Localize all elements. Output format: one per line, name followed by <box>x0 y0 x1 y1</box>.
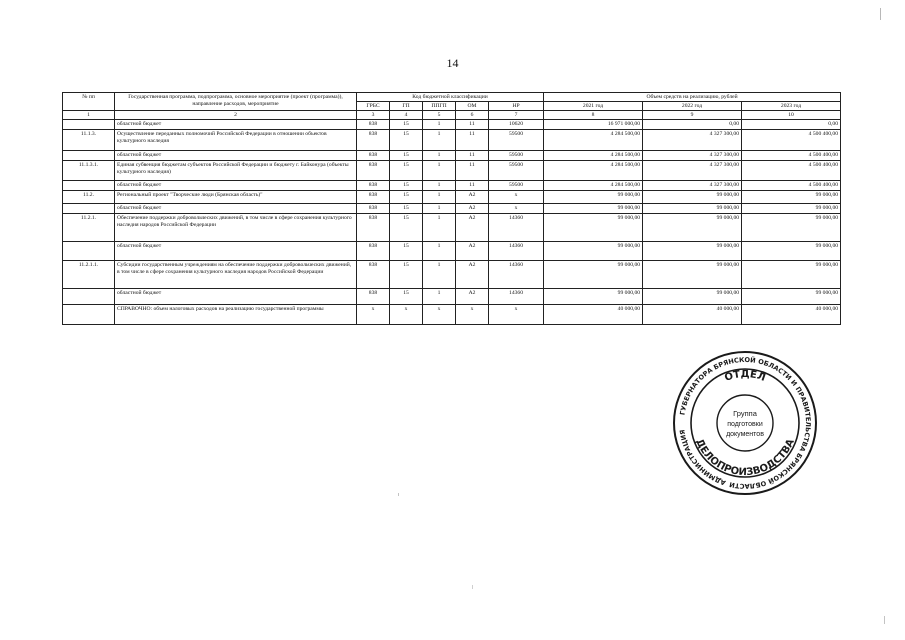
cell-om: х <box>456 305 489 325</box>
cell-2021: 4 284 500,00 <box>544 151 643 161</box>
cell-ppgp: 1 <box>423 289 456 305</box>
cell-gp: 15 <box>390 204 423 214</box>
header-row-1 <box>63 93 841 102</box>
cell-2021: 99 000,00 <box>544 214 643 242</box>
cell-gp: х <box>390 305 423 325</box>
cell-no: 11.2.1. <box>63 214 115 242</box>
cell-no: 11.1.3.1. <box>63 161 115 181</box>
cell-2022: 99 000,00 <box>643 214 742 242</box>
cell-grbs: 838 <box>357 204 390 214</box>
cell-om: 11 <box>456 151 489 161</box>
cell-grbs: 838 <box>357 151 390 161</box>
cell-2022: 0,00 <box>643 120 742 130</box>
cell-2021: 99 000,00 <box>544 191 643 204</box>
cell-om: А2 <box>456 204 489 214</box>
cell-2022: 99 000,00 <box>643 289 742 305</box>
header-gp: ГП <box>390 102 423 111</box>
cell-nr: 14360 <box>489 214 544 242</box>
cell-no <box>63 242 115 261</box>
cell-no <box>63 181 115 191</box>
cell-name: областной бюджет <box>115 242 357 261</box>
budget-table <box>62 92 841 325</box>
table-row <box>63 181 841 191</box>
cell-2021: 4 284 500,00 <box>544 181 643 191</box>
cell-om: А2 <box>456 289 489 305</box>
stamp-center-line: документов <box>726 431 764 438</box>
cell-om: А2 <box>456 214 489 242</box>
cell-ppgp: 1 <box>423 214 456 242</box>
cell-ppgp: 1 <box>423 120 456 130</box>
header-kbk: Код бюджетной классификации <box>357 93 544 102</box>
cell-2023: 4 500 400,00 <box>742 151 841 161</box>
scan-mark <box>884 616 885 624</box>
cell-grbs: 838 <box>357 130 390 151</box>
cell-2021: 4 284 500,00 <box>544 161 643 181</box>
cell-name: областной бюджет <box>115 204 357 214</box>
table-row <box>63 261 841 289</box>
cell-ppgp: 1 <box>423 181 456 191</box>
cell-2023: 99 000,00 <box>742 242 841 261</box>
cell-name: Обеспечение поддержки добровольческих движений, в том числе в сфере сохранения культурного наследия народов Российской Федерации <box>115 214 357 242</box>
header-volume: Объем средств на реализацию, рублей <box>544 93 841 102</box>
header-om: ОМ <box>456 102 489 111</box>
cell-gp: 15 <box>390 181 423 191</box>
table-row <box>63 204 841 214</box>
header-year-2021: 2021 год <box>544 102 643 111</box>
cell-grbs: 838 <box>357 289 390 305</box>
cell-2022: 4 327 300,00 <box>643 161 742 181</box>
cell-gp: 15 <box>390 289 423 305</box>
scan-mark <box>880 8 881 20</box>
cell-name: Единая субвенция бюджетам субъектов Российской Федерации и бюджету г. Байконура (объекты культурного наследия) <box>115 161 357 181</box>
cell-no <box>63 151 115 161</box>
table-row <box>63 191 841 204</box>
column-number: 8 <box>544 111 643 120</box>
stamp-inner-top-path: ОТДЕЛ <box>723 368 767 384</box>
column-number: 7 <box>489 111 544 120</box>
cell-2023: 4 500 400,00 <box>742 161 841 181</box>
cell-2022: 99 000,00 <box>643 204 742 214</box>
office-stamp <box>671 349 819 497</box>
cell-nr: х <box>489 305 544 325</box>
cell-2021: 4 284 500,00 <box>544 130 643 151</box>
cell-name: областной бюджет <box>115 120 357 130</box>
cell-2023: 99 000,00 <box>742 261 841 289</box>
cell-2021: 99 000,00 <box>544 204 643 214</box>
column-number: 2 <box>115 111 357 120</box>
stamp-inner-top <box>723 369 767 384</box>
table-body <box>63 120 841 325</box>
cell-2022: 4 327 300,00 <box>643 151 742 161</box>
column-number: 4 <box>390 111 423 120</box>
cell-name: Осуществление переданных полномочий Российской Федерации в отношении объектов культурного наследия <box>115 130 357 151</box>
cell-2023: 40 000,00 <box>742 305 841 325</box>
column-number: 3 <box>357 111 390 120</box>
cell-grbs: 838 <box>357 120 390 130</box>
scan-mark <box>472 585 473 589</box>
header-year-2022: 2022 год <box>643 102 742 111</box>
cell-ppgp: 1 <box>423 242 456 261</box>
cell-2023: 4 500 400,00 <box>742 130 841 151</box>
cell-2023: 99 000,00 <box>742 204 841 214</box>
stamp-outer-text-path: ГУБЕРНАТОРА БРЯНСКОЙ ОБЛАСТИ И ПРАВИТЕЛЬСТВА БРЯНСКОЙ ОБЛАСТИ <box>678 355 813 491</box>
column-number: 9 <box>643 111 742 120</box>
stamp-outer-text-left-path: АДМИНИСТРАЦИЯ <box>678 429 727 487</box>
column-number: 10 <box>742 111 841 120</box>
cell-no <box>63 120 115 130</box>
cell-name: Региональный проект "Творческие люди (Брянская область)" <box>115 191 357 204</box>
cell-ppgp: 1 <box>423 130 456 151</box>
cell-no: 11.2. <box>63 191 115 204</box>
cell-2022: 99 000,00 <box>643 191 742 204</box>
cell-ppgp: 1 <box>423 261 456 289</box>
cell-grbs: 838 <box>357 181 390 191</box>
stamp-center-line: Группа <box>733 409 757 418</box>
cell-nr: 14360 <box>489 289 544 305</box>
cell-gp: 15 <box>390 242 423 261</box>
cell-2021: 16 971 000,00 <box>544 120 643 130</box>
cell-no <box>63 289 115 305</box>
cell-2023: 99 000,00 <box>742 214 841 242</box>
cell-om: 11 <box>456 181 489 191</box>
cell-nr: х <box>489 204 544 214</box>
cell-om: А2 <box>456 191 489 204</box>
column-number-row <box>63 111 841 120</box>
cell-ppgp: 1 <box>423 191 456 204</box>
table-row <box>63 242 841 261</box>
cell-nr: х <box>489 191 544 204</box>
cell-ppgp: 1 <box>423 151 456 161</box>
cell-nr: 59500 <box>489 161 544 181</box>
cell-om: 11 <box>456 161 489 181</box>
cell-2021: 40 000,00 <box>544 305 643 325</box>
cell-name: областной бюджет <box>115 151 357 161</box>
column-number: 5 <box>423 111 456 120</box>
cell-2021: 99 000,00 <box>544 261 643 289</box>
cell-ppgp: 1 <box>423 204 456 214</box>
cell-grbs: 838 <box>357 261 390 289</box>
cell-gp: 15 <box>390 261 423 289</box>
cell-nr: 14360 <box>489 261 544 289</box>
header-name: Государственная программа, подпрограмма, основное мероприятие (проект (программа)), направление расходов, мероприятие <box>115 93 357 111</box>
stamp-inner-bottom-path: ДЕЛОПРОИЗВОДСТВА <box>693 437 797 479</box>
table-row <box>63 161 841 181</box>
cell-no <box>63 305 115 325</box>
cell-name: областной бюджет <box>115 181 357 191</box>
cell-grbs: 838 <box>357 191 390 204</box>
table-row <box>63 214 841 242</box>
column-number: 1 <box>63 111 115 120</box>
cell-om: 11 <box>456 120 489 130</box>
scan-mark <box>398 493 399 496</box>
column-number: 6 <box>456 111 489 120</box>
table-row <box>63 151 841 161</box>
cell-2021: 99 000,00 <box>544 289 643 305</box>
cell-2022: 4 327 300,00 <box>643 130 742 151</box>
cell-2023: 0,00 <box>742 120 841 130</box>
cell-2021: 99 000,00 <box>544 242 643 261</box>
header-grbs: ГРБС <box>357 102 390 111</box>
cell-grbs: 838 <box>357 214 390 242</box>
cell-name: областной бюджет <box>115 289 357 305</box>
cell-2022: 99 000,00 <box>643 242 742 261</box>
cell-grbs: 838 <box>357 161 390 181</box>
cell-gp: 15 <box>390 151 423 161</box>
header-ppgp: ППГП <box>423 102 456 111</box>
cell-ppgp: х <box>423 305 456 325</box>
cell-no <box>63 204 115 214</box>
header-nr: НР <box>489 102 544 111</box>
header-no: № пп <box>63 93 115 111</box>
stamp-center-line: подготовки <box>727 421 763 428</box>
cell-2022: 4 327 300,00 <box>643 181 742 191</box>
header-year-2023: 2023 год <box>742 102 841 111</box>
cell-gp: 15 <box>390 130 423 151</box>
table-row <box>63 305 841 325</box>
table-row <box>63 130 841 151</box>
cell-nr: 59500 <box>489 130 544 151</box>
cell-om: А2 <box>456 261 489 289</box>
cell-grbs: х <box>357 305 390 325</box>
cell-om: 11 <box>456 130 489 151</box>
cell-2022: 99 000,00 <box>643 261 742 289</box>
cell-nr: 10620 <box>489 120 544 130</box>
cell-2023: 4 500 400,00 <box>742 181 841 191</box>
cell-2023: 99 000,00 <box>742 191 841 204</box>
cell-gp: 15 <box>390 120 423 130</box>
table-row <box>63 120 841 130</box>
table-row <box>63 289 841 305</box>
cell-2022: 40 000,00 <box>643 305 742 325</box>
cell-no: 11.2.1.1. <box>63 261 115 289</box>
cell-gp: 15 <box>390 191 423 204</box>
cell-grbs: 838 <box>357 242 390 261</box>
cell-nr: 59500 <box>489 181 544 191</box>
cell-nr: 14360 <box>489 242 544 261</box>
cell-2023: 99 000,00 <box>742 289 841 305</box>
cell-name: СПРАВОЧНО: объем налоговых расходов на реализацию государственной программы <box>115 305 357 325</box>
cell-gp: 15 <box>390 214 423 242</box>
cell-om: А2 <box>456 242 489 261</box>
cell-nr: 59500 <box>489 151 544 161</box>
cell-name: Субсидии государственным учреждениям на обеспечение поддержки добровольческих движений, в том числе в сфере сохранения культурного наследия народов Российской Федерации <box>115 261 357 289</box>
cell-gp: 15 <box>390 161 423 181</box>
page-number: 14 <box>446 56 459 70</box>
cell-no: 11.1.3. <box>63 130 115 151</box>
cell-ppgp: 1 <box>423 161 456 181</box>
